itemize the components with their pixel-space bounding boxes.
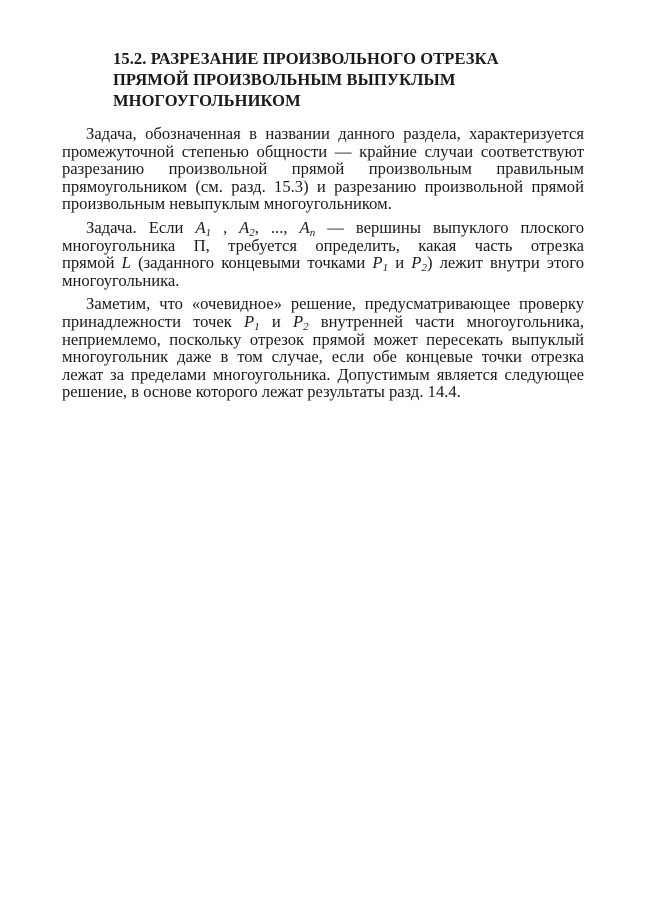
math-point-p2 bbox=[293, 312, 309, 331]
text-run: , bbox=[211, 217, 240, 237]
math-vertex-a2 bbox=[239, 218, 255, 237]
text-run: — вершины выпуклого плоского bbox=[315, 217, 584, 237]
text-run: (заданного концевыми точками bbox=[130, 253, 373, 273]
math-subscript: 1 bbox=[382, 262, 389, 275]
math-point-p1 bbox=[244, 312, 260, 331]
section-title bbox=[113, 48, 583, 111]
math-subscript: 1 bbox=[254, 320, 260, 333]
text-run: и bbox=[259, 311, 293, 331]
text-line: произвольным невыпуклым многоугольником. bbox=[62, 194, 392, 214]
text-run: ) лежит внутри этого bbox=[426, 253, 585, 273]
text-line: лежат за пределами многоугольника. Допустимым является следующее bbox=[62, 364, 584, 384]
text-line: промежуточной степенью общности — крайние случаи соответствуют bbox=[62, 141, 584, 161]
text-run: Задача. Если bbox=[86, 217, 184, 237]
section-title-line: ПРЯМОЙ ПРОИЗВОЛЬНЫМ ВЫПУКЛЫМ bbox=[113, 70, 456, 89]
text-line bbox=[62, 219, 584, 237]
math-symbol: P bbox=[411, 253, 422, 273]
math-subscript: n bbox=[309, 226, 316, 239]
text-run: внутренней части многоугольника, bbox=[308, 311, 584, 331]
section-body bbox=[62, 125, 584, 407]
paragraph-3 bbox=[62, 295, 584, 401]
math-subscript: 2 bbox=[303, 320, 309, 333]
math-vertex-an bbox=[300, 218, 316, 237]
text-run: прямой bbox=[62, 253, 122, 273]
text-line: многоугольник даже в том случае, если обе концевые точки отрезка bbox=[62, 347, 584, 367]
math-subscript: 2 bbox=[249, 226, 255, 239]
paragraph-1 bbox=[62, 125, 584, 213]
paragraph-2 bbox=[62, 219, 584, 289]
text-line: многоугольника П, требуется определить, какая часть отрезка bbox=[62, 235, 584, 255]
text-run: и bbox=[388, 253, 412, 273]
math-symbol: A bbox=[195, 217, 206, 237]
text-line: разрезанию произвольной прямой произвольным правильным bbox=[62, 159, 584, 179]
text-line bbox=[62, 313, 584, 331]
math-symbol: A bbox=[299, 217, 310, 237]
text-line: Заметим, что «очевидное» решение, предусматривающее проверку bbox=[86, 294, 584, 314]
text-line bbox=[62, 253, 585, 275]
math-symbol: P bbox=[244, 311, 255, 331]
math-symbol: P bbox=[372, 253, 383, 273]
section-title-line: 15.2. РАЗРЕЗАНИЕ ПРОИЗВОЛЬНОГО ОТРЕЗКА bbox=[113, 49, 499, 68]
text-run: , ..., bbox=[254, 217, 300, 237]
text-run: принадлежности точек bbox=[62, 311, 245, 331]
math-symbol: P bbox=[292, 311, 304, 331]
math-subscript: 1 bbox=[205, 226, 212, 239]
math-point-p2 bbox=[411, 253, 427, 275]
text-line: прямоугольником (см. разд. 15.3) и разрезанию произвольной прямой bbox=[62, 176, 584, 196]
text-line: решение, в основе которого лежат результаты разд. 14.4. bbox=[62, 382, 461, 402]
math-line-l: L bbox=[121, 253, 131, 273]
text-line: многоугольника. bbox=[62, 270, 180, 290]
math-subscript: 2 bbox=[421, 262, 427, 275]
section-title-line: МНОГОУГОЛЬНИКОМ bbox=[113, 91, 301, 110]
text-line: Задача, обозначенная в названии данного раздела, характеризуется bbox=[86, 124, 584, 143]
math-point-p1 bbox=[372, 253, 389, 275]
math-symbol: A bbox=[239, 217, 250, 237]
math-vertex-a1 bbox=[195, 218, 211, 237]
text-line: неприемлемо, поскольку отрезок прямой может пересекать выпуклый bbox=[62, 329, 584, 349]
